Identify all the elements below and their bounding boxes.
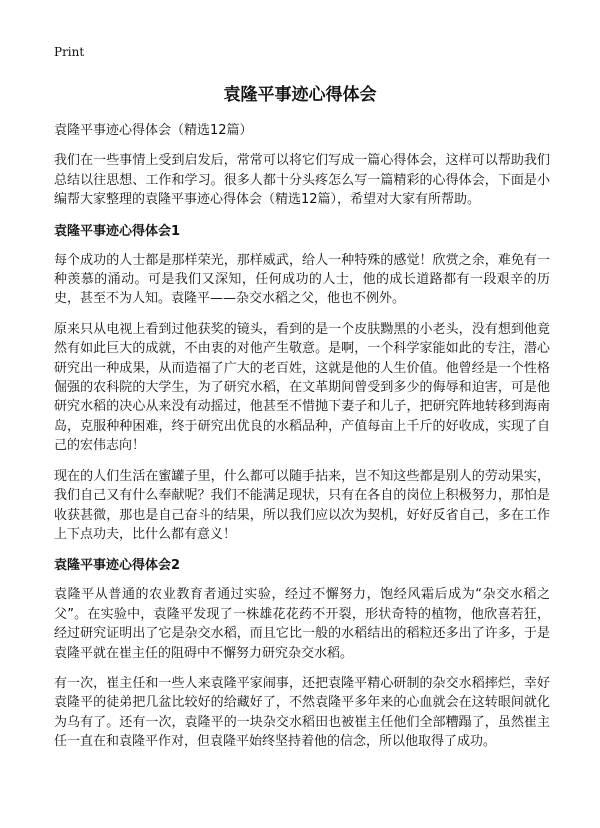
print-link[interactable]: Print [54,45,85,59]
section-paragraph: 袁隆平从普通的农业教育者通过实验，经过不懈努力，饱经风霜后成为“杂交水稻之父”。在实验中，袁隆平发现了一株雄花花药不开裂，形状奇特的植物，他欣喜若狂，经过研究证明出了它是杂交水稻，而且它比一般的水稻结出的稻粒还多出了许多，于是袁隆平就在崔主任的阻碍中不懈努力研究杂交水稻。 [54,587,550,661]
section-paragraph: 每个成功的人士都是那样荣光，那样威武，给人一种特殊的感觉！欣赏之余，难免有一种羡慕的涌动。可是我们又深知，任何成功的人士，他的成长道路都有一段艰辛的历史，甚至不为人知。袁隆平——杂交水稻之父，他也不例外。 [54,252,550,307]
intro-paragraph: 我们在一些事情上受到启发后，常常可以将它们写成一篇心得体会，这样可以帮助我们总结以往思想、工作和学习。很多人都十分头疼怎么写一篇精彩的心得体会，下面是小编帮大家整理的袁隆平事迹心得体会（精选12篇），希望对大家有所帮助。 [54,153,550,208]
section-paragraph: 有一次，崔主任和一些人来袁隆平家闹事，还把袁隆平精心研制的杂交水稻摔烂，幸好袁隆平的徒弟把几盆比较好的给藏好了，不然袁隆平多年来的心血就会在这转眼间就化为乌有了。还有一次，袁隆平的一块杂交水稻田也被崔主任他们全部糟蹋了，虽然崔主任一直在和袁隆平作对，但袁隆平始终坚持着他的信念，所以他取得了成功。 [54,675,550,750]
document-subtitle: 袁隆平事迹心得体会（精选12篇） [54,123,253,138]
section-heading: 袁隆平事迹心得体会2 [54,558,181,574]
document-body [54,121,550,763]
section-paragraph: 现在的人们生活在蜜罐子里，什么都可以随手拈来，岂不知这些都是别人的劳动果实，我们自己又有什么奉献呢？我们不能满足现状，只有在各自的岗位上积极努力，那怕是收获甚微，那也是自己奋斗的结果，所以我们应以次为契机，好好反省自己，多在工作上下点功夫，比什么都有意义！ [54,468,550,542]
section-heading: 袁隆平事迹心得体会1 [54,223,181,239]
section-paragraph: 原来只从电视上看到过他获奖的镜头，看到的是一个皮肤黝黑的小老头，没有想到他竟然有如此巨大的成就，不由衷的对他产生敬意。是啊，一个科学家能如此的专注，潜心研究出一种成果，从而造福了广大的老百姓，这就是他的人生价值。他曾经是一个性格倔强的农科院的大学生，为了研究水稻，在文革期间曾受到多少的侮辱和迫害，可是他研究水稻的决心从来没有动摇过，他甚至不惜抛下妻子和儿子，把研究阵地转移到海南岛，克服种种困难，终于研究出优良的水稻品种，产值每亩上千斤的好收成，实现了自己的宏伟志向！ [54,321,550,454]
document-title: 袁隆平事迹心得体会 [223,85,377,105]
